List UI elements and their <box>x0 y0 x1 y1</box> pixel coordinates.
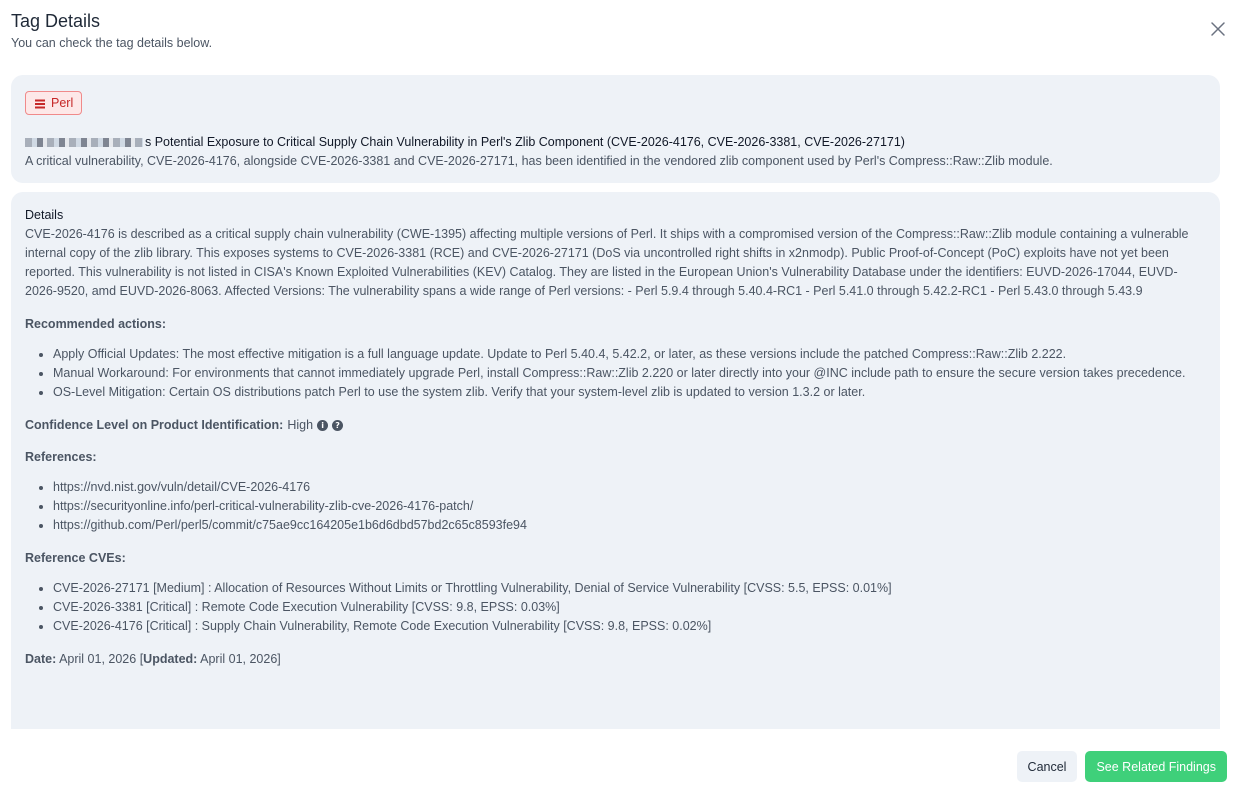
date-value: April 01, 2026 <box>59 652 137 666</box>
finding-summary: A critical vulnerability, CVE-2026-4176, alongside CVE-2026-3381 and CVE-2026-27171, has been identified in the vendored zlib component used by Perl's Compress::Raw::Zlib module. <box>25 154 1053 168</box>
recommended-actions-label: Recommended actions: <box>25 317 167 331</box>
updated-value: April 01, 2026 <box>200 652 278 666</box>
redacted-text <box>25 138 143 147</box>
list-item: • Apply Official Updates: The most effective mitigation is a full language update. Update to Perl 5.40.4, 5.42.2, or later, as these versions include the patched Compress::Raw::Zlib 2.222. <box>53 345 1206 364</box>
reference-link[interactable]: • https://github.com/Perl/perl5/commit/c75ae9cc164205e1b6d6dbd57bd2c65c8593fe94 <box>53 516 1206 535</box>
tag-label: Perl <box>51 96 74 110</box>
see-related-findings-button[interactable]: See Related Findings <box>1085 751 1227 782</box>
tag-summary-card <box>11 75 1220 183</box>
updated-label: Updated: <box>143 652 198 666</box>
dialog-subtitle: You can check the tag details below. <box>11 36 213 50</box>
references-label: References: <box>25 450 97 464</box>
confidence-row <box>25 416 1206 434</box>
list-item: • CVE-2026-27171 [Medium] : Allocation of Resources Without Limits or Throttling Vulnerability, Denial of Service Vulnerability [CVSS: 5.5, EPSS: 0.01%] <box>53 579 1206 598</box>
details-heading: Details <box>25 208 64 222</box>
reference-cves-label: Reference CVEs: <box>25 551 126 565</box>
details-card <box>11 192 1220 729</box>
list-item: • Manual Workaround: For environments that cannot immediately upgrade Perl, install Compress::Raw::Zlib 2.220 or later directly into your @INC include path to ensure the secure version takes precedence. <box>53 364 1206 383</box>
reference-cves-list <box>25 579 1206 636</box>
close-icon[interactable] <box>1209 20 1229 40</box>
tag-chip[interactable] <box>25 91 82 115</box>
dialog-footer <box>1017 751 1227 782</box>
dialog-title: Tag Details <box>11 11 101 31</box>
stack-icon <box>35 98 45 108</box>
info-icon[interactable]: i <box>317 420 328 431</box>
list-item: • CVE-2026-4176 [Critical] : Supply Chain Vulnerability, Remote Code Execution Vulnerability [CVSS: 9.8, EPSS: 0.02%] <box>53 617 1206 636</box>
dialog-header <box>11 10 212 51</box>
list-item: • CVE-2026-3381 [Critical] : Remote Code Execution Vulnerability [CVSS: 9.8, EPSS: 0.03%] <box>53 598 1206 617</box>
confidence-label: Confidence Level on Product Identification: <box>25 418 284 432</box>
details-body: CVE-2026-4176 is described as a critical supply chain vulnerability (CWE-1395) affecting multiple versions of Perl. It ships with a compromised version of the Compress::Raw::Zlib module containing a vulnerable internal copy of the zlib library. This exposes systems to CVE-2026-3381 (RCE) and CVE-2026-27171 (DoS via uncontrolled right shifts in x2nmodp). Public Proof-of-Concept (PoC) exploits have not yet been reported. This vulnerability is not listed in CISA's Known Exploited Vulnerabilities (KEV) Catalog. They are listed in the European Union's Vulnerability Database under the identifiers: EUVD-2026-17044, EUVD-2026-9520, amd EUVD-2026-8063. Affected Versions: The vulnerability spans a wide range of Perl versions: - Perl 5.9.4 through 5.40.4-RC1 - Perl 5.41.0 through 5.42.2-RC1 - Perl 5.43.0 through 5.43.9 <box>25 227 1189 298</box>
reference-link[interactable]: • https://nvd.nist.gov/vuln/detail/CVE-2026-4176 <box>53 478 1206 497</box>
cancel-button[interactable]: Cancel <box>1017 751 1078 782</box>
finding-headline <box>25 134 1206 150</box>
reference-link[interactable]: • https://securityonline.info/perl-critical-vulnerability-zlib-cve-2026-4176-patch/ <box>53 497 1206 516</box>
help-icon[interactable]: ? <box>332 420 343 431</box>
headline-text: s Potential Exposure to Critical Supply Chain Vulnerability in Perl's Zlib Component (CVE-2026-4176, CVE-2026-3381, CVE-2026-27171) <box>145 135 905 149</box>
list-item: • OS-Level Mitigation: Certain OS distributions patch Perl to use the system zlib. Verify that your system-level zlib is updated to version 1.3.2 or later. <box>53 383 1206 402</box>
recommended-actions-list <box>25 345 1206 402</box>
confidence-value: High <box>287 418 314 432</box>
references-list <box>25 478 1206 535</box>
date-label: Date: <box>25 652 57 666</box>
updated-close-bracket: ] <box>277 652 281 666</box>
date-row <box>25 650 1206 668</box>
updated-open-bracket: [ <box>139 652 144 666</box>
